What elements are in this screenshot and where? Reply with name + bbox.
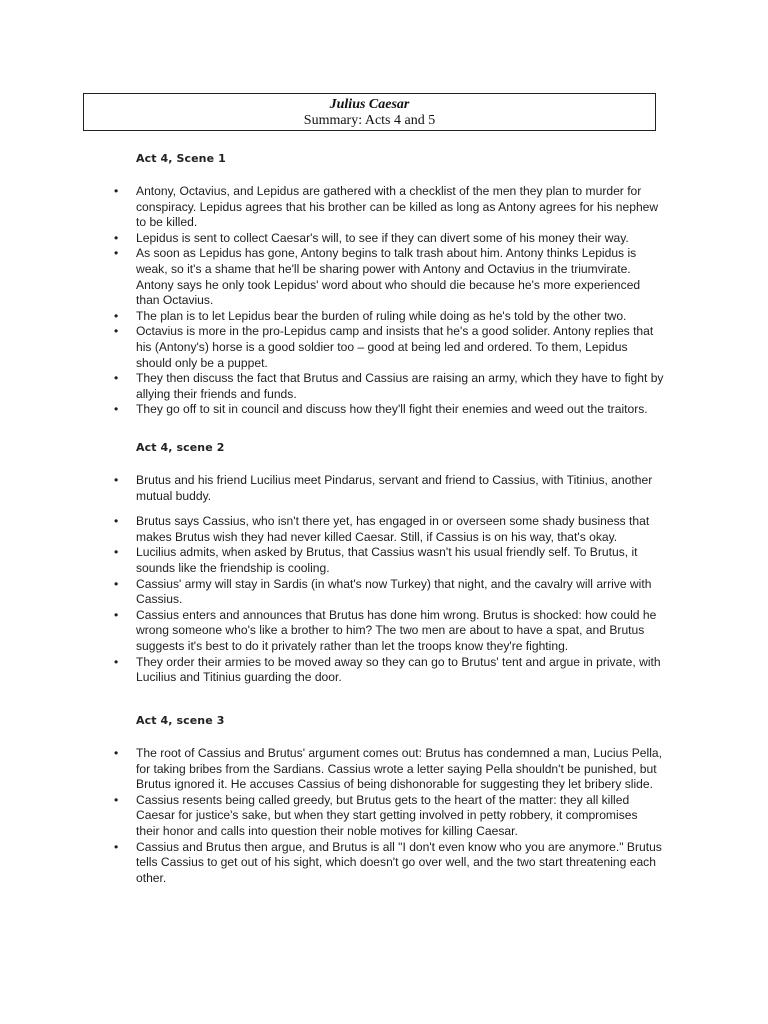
list-item xyxy=(0,246,768,308)
list-item xyxy=(0,545,768,576)
bullet-icon: • xyxy=(114,246,119,261)
section-heading-act4-scene3: Act 4, scene 3 xyxy=(136,714,225,727)
list-item xyxy=(0,577,768,608)
bullet-text: Cassius' army will stay in Sardis (in what's now Turkey) that night, and the cavalry will arrive with Cassius. xyxy=(136,576,652,607)
bullet-text: Brutus says Cassius, who isn't there yet, has engaged in or overseen some shady business that makes Brutus wish they had never killed Caesar. Still, if Cassius is on his way, that's okay. xyxy=(136,514,650,544)
list-item xyxy=(0,309,768,325)
bullet-icon: • xyxy=(114,324,119,339)
bullet-text: Lepidus is sent to collect Caesar's will, to see if they can divert some of his money their way. xyxy=(136,230,629,245)
bullet-text: Cassius enters and announces that Brutus has done him wrong. Brutus is shocked: how could he wrong someone who's like a brother to him? The two men are about to have a spat, and Brutus suggests it's best to do it privately rather than let the troops know they're fighting. xyxy=(136,607,657,653)
bullet-text: As soon as Lepidus has gone, Antony begins to talk trash about him. Antony thinks Lepidus is weak, so it's a shame that he'll be sharing power with Antony and Octavius in the triumvirate. Antony says he only took Lepidus' word about who should die because he's more experienced than Octavius. xyxy=(136,246,641,308)
list-item xyxy=(0,793,768,840)
bullet-text: Brutus and his friend Lucilius meet Pindarus, servant and friend to Cassius, with Titinius, another mutual buddy. xyxy=(136,473,653,503)
bullet-icon: • xyxy=(114,402,119,417)
bullet-icon: • xyxy=(114,746,119,760)
list-item xyxy=(0,371,768,402)
bullet-text: Cassius and Brutus then argue, and Brutus is all "I don't even know who you are anymore." Brutus tells Cassius to get out of his sight, which doesn't go over well, and the two start threatening each other. xyxy=(136,839,662,885)
bullet-text: The root of Cassius and Brutus' argument comes out: Brutus has condemned a man, Lucius Pella, for taking bribes from the Sardians. Cassius wrote a letter saying Pella shouldn't be punished, but Brutus ignored it. He accuses Cassius of being dishonorable for suggesting they let bribery slide. xyxy=(136,746,662,792)
bullet-icon: • xyxy=(114,839,119,854)
bullet-text: They order their armies to be moved away so they can go to Brutus' tent and argue in private, with Lucilius and Titinius guarding the door. xyxy=(136,654,661,685)
bullet-icon: • xyxy=(114,184,119,198)
bullet-list-act4-scene3 xyxy=(0,746,768,886)
section-heading-act4-scene2: Act 4, scene 2 xyxy=(136,441,225,454)
bullet-icon: • xyxy=(114,545,119,560)
list-item xyxy=(0,402,768,418)
document-title: Julius Caesar xyxy=(329,97,410,112)
bullet-icon: • xyxy=(114,514,119,529)
bullet-text: Lucilius admits, when asked by Brutus, that Cassius wasn't his usual friendly self. To Brutus, it sounds like the friendship is cooling. xyxy=(136,545,638,575)
list-item xyxy=(0,746,768,793)
bullet-text: Cassius resents being called greedy, but Brutus gets to the heart of the matter: they all killed Caesar for justice's sake, but when they start getting involved in petty robbery, it compromises their honor and calls into question their noble motives for killing Caesar. xyxy=(136,792,638,838)
bullet-text: The plan is to let Lepidus bear the burden of ruling while doing as he's told by the other two. xyxy=(136,308,627,323)
list-item xyxy=(0,231,768,247)
bullet-list-act4-scene2 xyxy=(0,473,768,686)
list-item xyxy=(0,655,768,686)
bullet-list-act4-scene1 xyxy=(0,184,768,418)
list-item xyxy=(0,608,768,655)
bullet-icon: • xyxy=(114,308,119,323)
bullet-text: They go off to sit in council and discuss how they'll fight their enemies and weed out the traitors. xyxy=(136,402,648,417)
bullet-text: They then discuss the fact that Brutus and Cassius are raising an army, which they have to fight by allying their friends and funds. xyxy=(136,371,664,401)
list-item xyxy=(0,184,768,231)
bullet-icon: • xyxy=(114,654,119,669)
title-box xyxy=(83,93,656,131)
bullet-text: Octavius is more in the pro-Lepidus camp and insists that he's a good solider. Antony replies that his (Antony's) horse is a good soldier too – good at being led and ordered. To them, Lepidus should only be a puppet. xyxy=(136,324,654,370)
list-item xyxy=(0,840,768,887)
list-item xyxy=(0,473,768,504)
document-subtitle: Summary: Acts 4 and 5 xyxy=(303,113,436,128)
bullet-icon: • xyxy=(114,230,119,245)
bullet-icon: • xyxy=(114,792,119,807)
section-heading-act4-scene1: Act 4, Scene 1 xyxy=(136,152,226,165)
list-item xyxy=(0,324,768,371)
bullet-icon: • xyxy=(114,371,119,386)
bullet-icon: • xyxy=(114,607,119,622)
bullet-text: Antony, Octavius, and Lepidus are gathered with a checklist of the men they plan to murder for conspiracy. Lepidus agrees that his brother can be killed as long as Antony agrees for his nephew to be killed. xyxy=(136,184,659,230)
bullet-icon: • xyxy=(114,576,119,591)
list-item xyxy=(0,514,768,545)
bullet-icon: • xyxy=(114,473,119,487)
